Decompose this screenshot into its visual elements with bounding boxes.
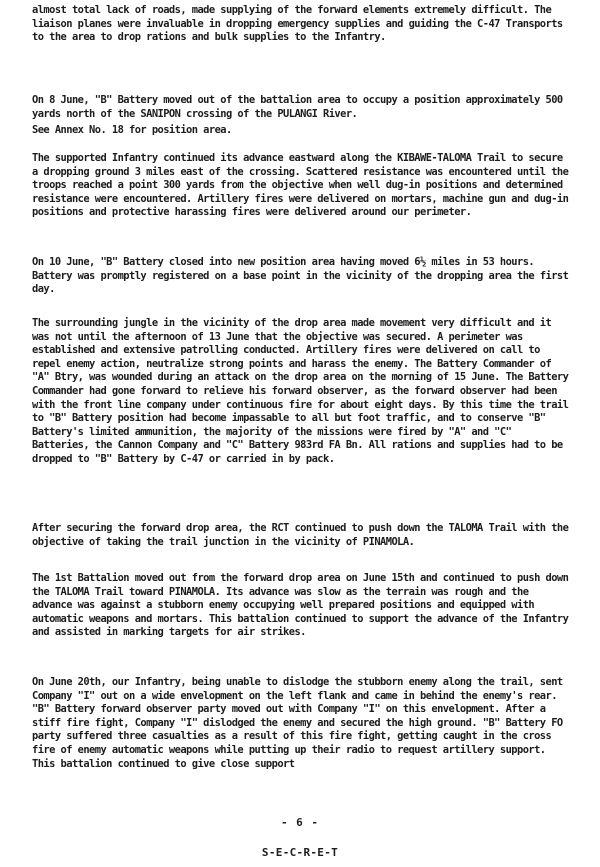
paragraph-drop-area-jungle: The surrounding jungle in the vicinity of the drop area made movement very difficult and it was not until the afternoon of 13 June that the objective was secured. A perimeter was established and extensive patrolling conducted. Artillery fires were delivered on call to repel enemy action, neutralize strong points and harass the enemy. The Battery Commander of "A" Btry, was wounded during an attack on the drop area on the morning of 15 June. The Battery Commander had gone forward to relieve his forward observer, as the forward observer had been with the front line company under continuous fire for about eight days. By this time the trail to "B" Battery position had become impassable to all but foot traffic, and to conserve "B" Battery's limited ammunition, the majority of the missions were fired by "A" and "C" Batteries, the Cannon Company and "C" Battery 983rd FA Bn. All rations and supplies had to be dropped to "B" Battery by C-47 or carried in by pack. — [32, 317, 569, 465]
paragraph-infantry-advance: The supported Infantry continued its advance eastward along the KIBAWE-TALOMA Trail to secure a dropping ground 3 miles east of the crossing. Scattered resistance was encountered until the troops reached a point 300 yards from the objective when well dug-in positions and determined resistance were encountered. Artillery fires were delivered on mortars, machine gun and dug-in positions and protective harassing fires were delivered around our perimeter. — [32, 152, 569, 219]
paragraph-supply-difficulties: almost total lack of roads, made supplying of the forward elements extremely difficult. The liaison planes were invaluable in dropping emergency supplies and guiding the C-47 Transports to the area to drop rations and bulk supplies to the Infantry. — [32, 4, 563, 44]
page-number: - 6 - — [280, 816, 320, 829]
paragraph-june-10: On 10 June, "B" Battery closed into new position area having moved 6½ miles in 53 hours. Battery was promptly registered on a base point in the vicinity of the dropping area the first day. — [32, 256, 569, 296]
paragraph-june-20: On June 20th, our Infantry, being unable to dislodge the stubborn enemy along the trail, sent Company "I" out on a wide envelopment on the left flank and came in behind the enemy's rear. "B" Battery forward observer party moved out with Company "I" on this envelopment. After a stiff fire fight, Company "I" dislodged the enemy and secured the high ground. "B" Battery FO party suffered three casualties as a result of this fire fight, getting caught in the cross fire of enemy automatic weapons while putting up their radio to request artillery support. This battalion continued to give close support — [32, 676, 563, 770]
classification-marking: S-E-C-R-E-T — [261, 846, 339, 859]
paragraph-rct-taloma-trail: After securing the forward drop area, the RCT continued to push down the TALOMA Trail with the objective of taking the trail junction in the vicinity of PINAMOLA. — [32, 522, 569, 548]
paragraph-1st-battalion: The 1st Battalion moved out from the forward drop area on June 15th and continued to push down the TALOMA Trail toward PINAMOLA. Its advance was slow as the terrain was rough and the advance was against a stubborn enemy occupying well prepared positions and equipped with automatic weapons and mortars. This battalion continued to support the advance of the Infantry and assisted in marking targets for air strikes. — [32, 572, 569, 639]
paragraph-b-battery-june-8: On 8 June, "B" Battery moved out of the battalion area to occupy a position approximately 500 yards north of the SANIPON crossing of the PULANGI River. — [32, 94, 563, 120]
paragraph-annex-reference: See Annex No. 18 for position area. — [32, 124, 232, 136]
